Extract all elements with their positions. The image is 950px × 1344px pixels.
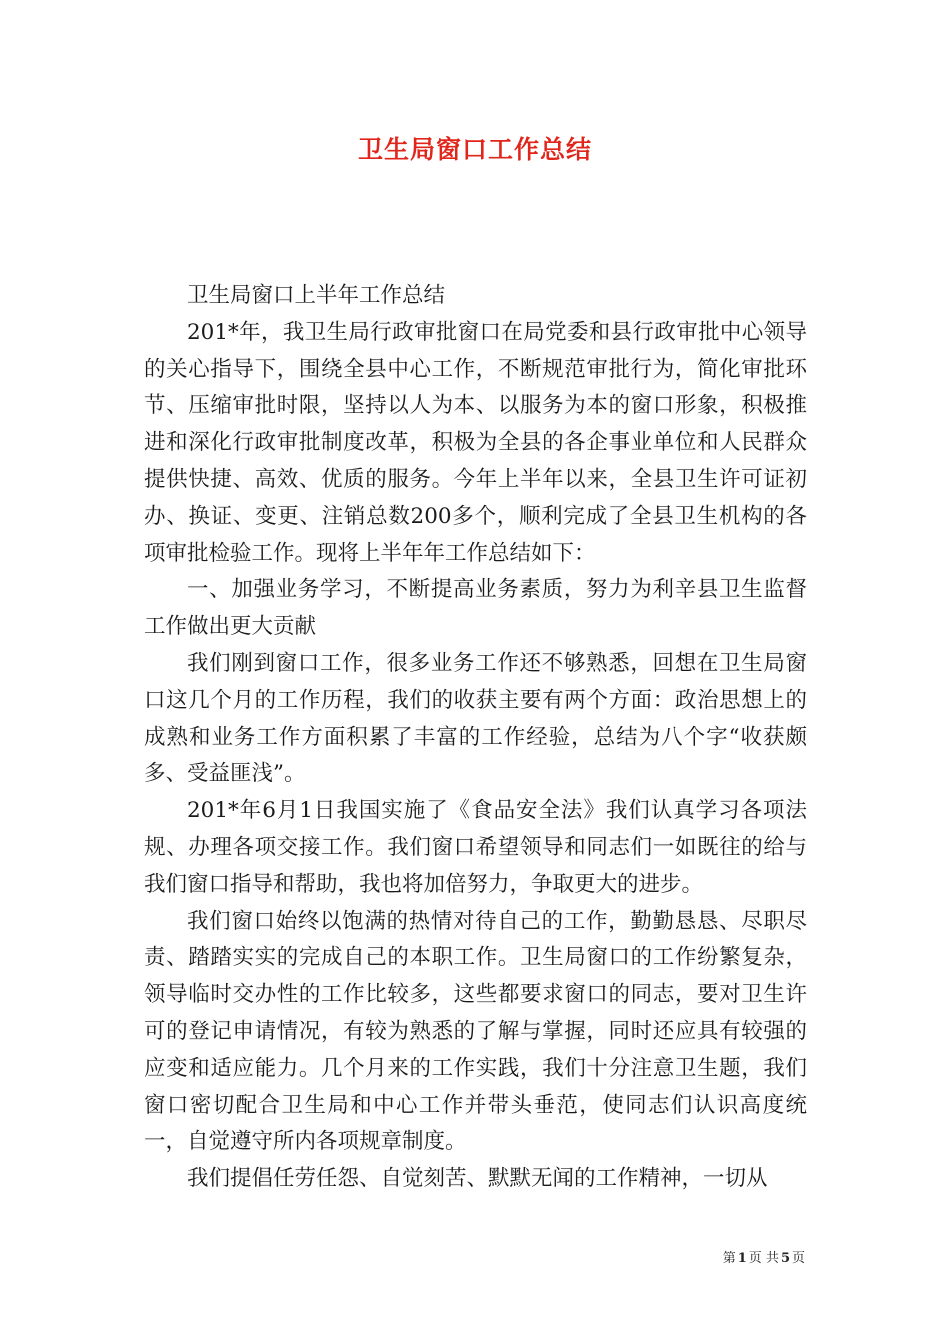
paragraph: 201*年6月1日我国实施了《食品安全法》我们认真学习各项法规、办理各项交接工作。我们窗口希望领导和同志们一如既往的给与我们窗口指导和帮助，我也将加倍努力，争取更大的进步。 — [144, 798, 807, 897]
current-page-number: 1 — [737, 1251, 747, 1266]
document-body — [144, 278, 807, 1198]
paragraph: 我们刚到窗口工作，很多业务工作还不够熟悉，回想在卫生局窗口这几个月的工作历程，我们的收获主要有两个方面：政治思想上的成熟和业务工作方面积累了丰富的工作经验，总结为八个字“收获颇多、受益匪浅”。 — [144, 650, 807, 787]
paragraph: 我们提倡任劳任怨、自觉刻苦、默默无闻的工作精神，一切从 — [187, 1166, 768, 1192]
paragraph: 我们窗口始终以饱满的热情对待自己的工作，勤勤恳恳、尽职尽责、踏踏实实的完成自己的本职工作。卫生局窗口的工作纷繁复杂，领导临时交办性的工作比较多，这些都要求窗口的同志，要对卫生许可的登记申请情况，有较为熟悉的了解与掌握，同时还应具有较强的应变和适应能力。几个月来的工作实践，我们十分注意卫生题，我们窗口密切配合卫生局和中心工作并带头垂范，使同志们认识高度统一，自觉遵守所内各项规章制度。 — [144, 908, 807, 1155]
footer-prefix: 第 — [722, 1251, 736, 1266]
total-pages-number: 5 — [780, 1251, 790, 1266]
footer-middle: 页 共 — [748, 1251, 779, 1266]
paragraph: 201*年，我卫生局行政审批窗口在局党委和县行政审批中心领导的关心指导下，围绕全县中心工作，不断规范审批行为，简化审批环节、压缩审批时限，坚持以人为本、以服务为本的窗口形象，积极推进和深化行政审批制度改革，积极为全县的各企事业单位和人民群众提供快捷、高效、优质的服务。今年上半年以来，全县卫生许可证初办、换证、变更、注销总数200多个，顺利完成了全县卫生机构的各项审批检验工作。现将上半年年工作总结如下： — [144, 319, 807, 566]
page-footer — [723, 1250, 805, 1268]
document-title: 卫生局窗口工作总结 — [357, 135, 592, 164]
paragraph-heading: 一、加强业务学习，不断提高业务素质，努力为利辛县卫生监督工作做出更大贡献 — [144, 577, 807, 640]
paragraph-subtitle: 卫生局窗口上半年工作总结 — [187, 283, 446, 308]
footer-suffix: 页 — [791, 1251, 805, 1266]
